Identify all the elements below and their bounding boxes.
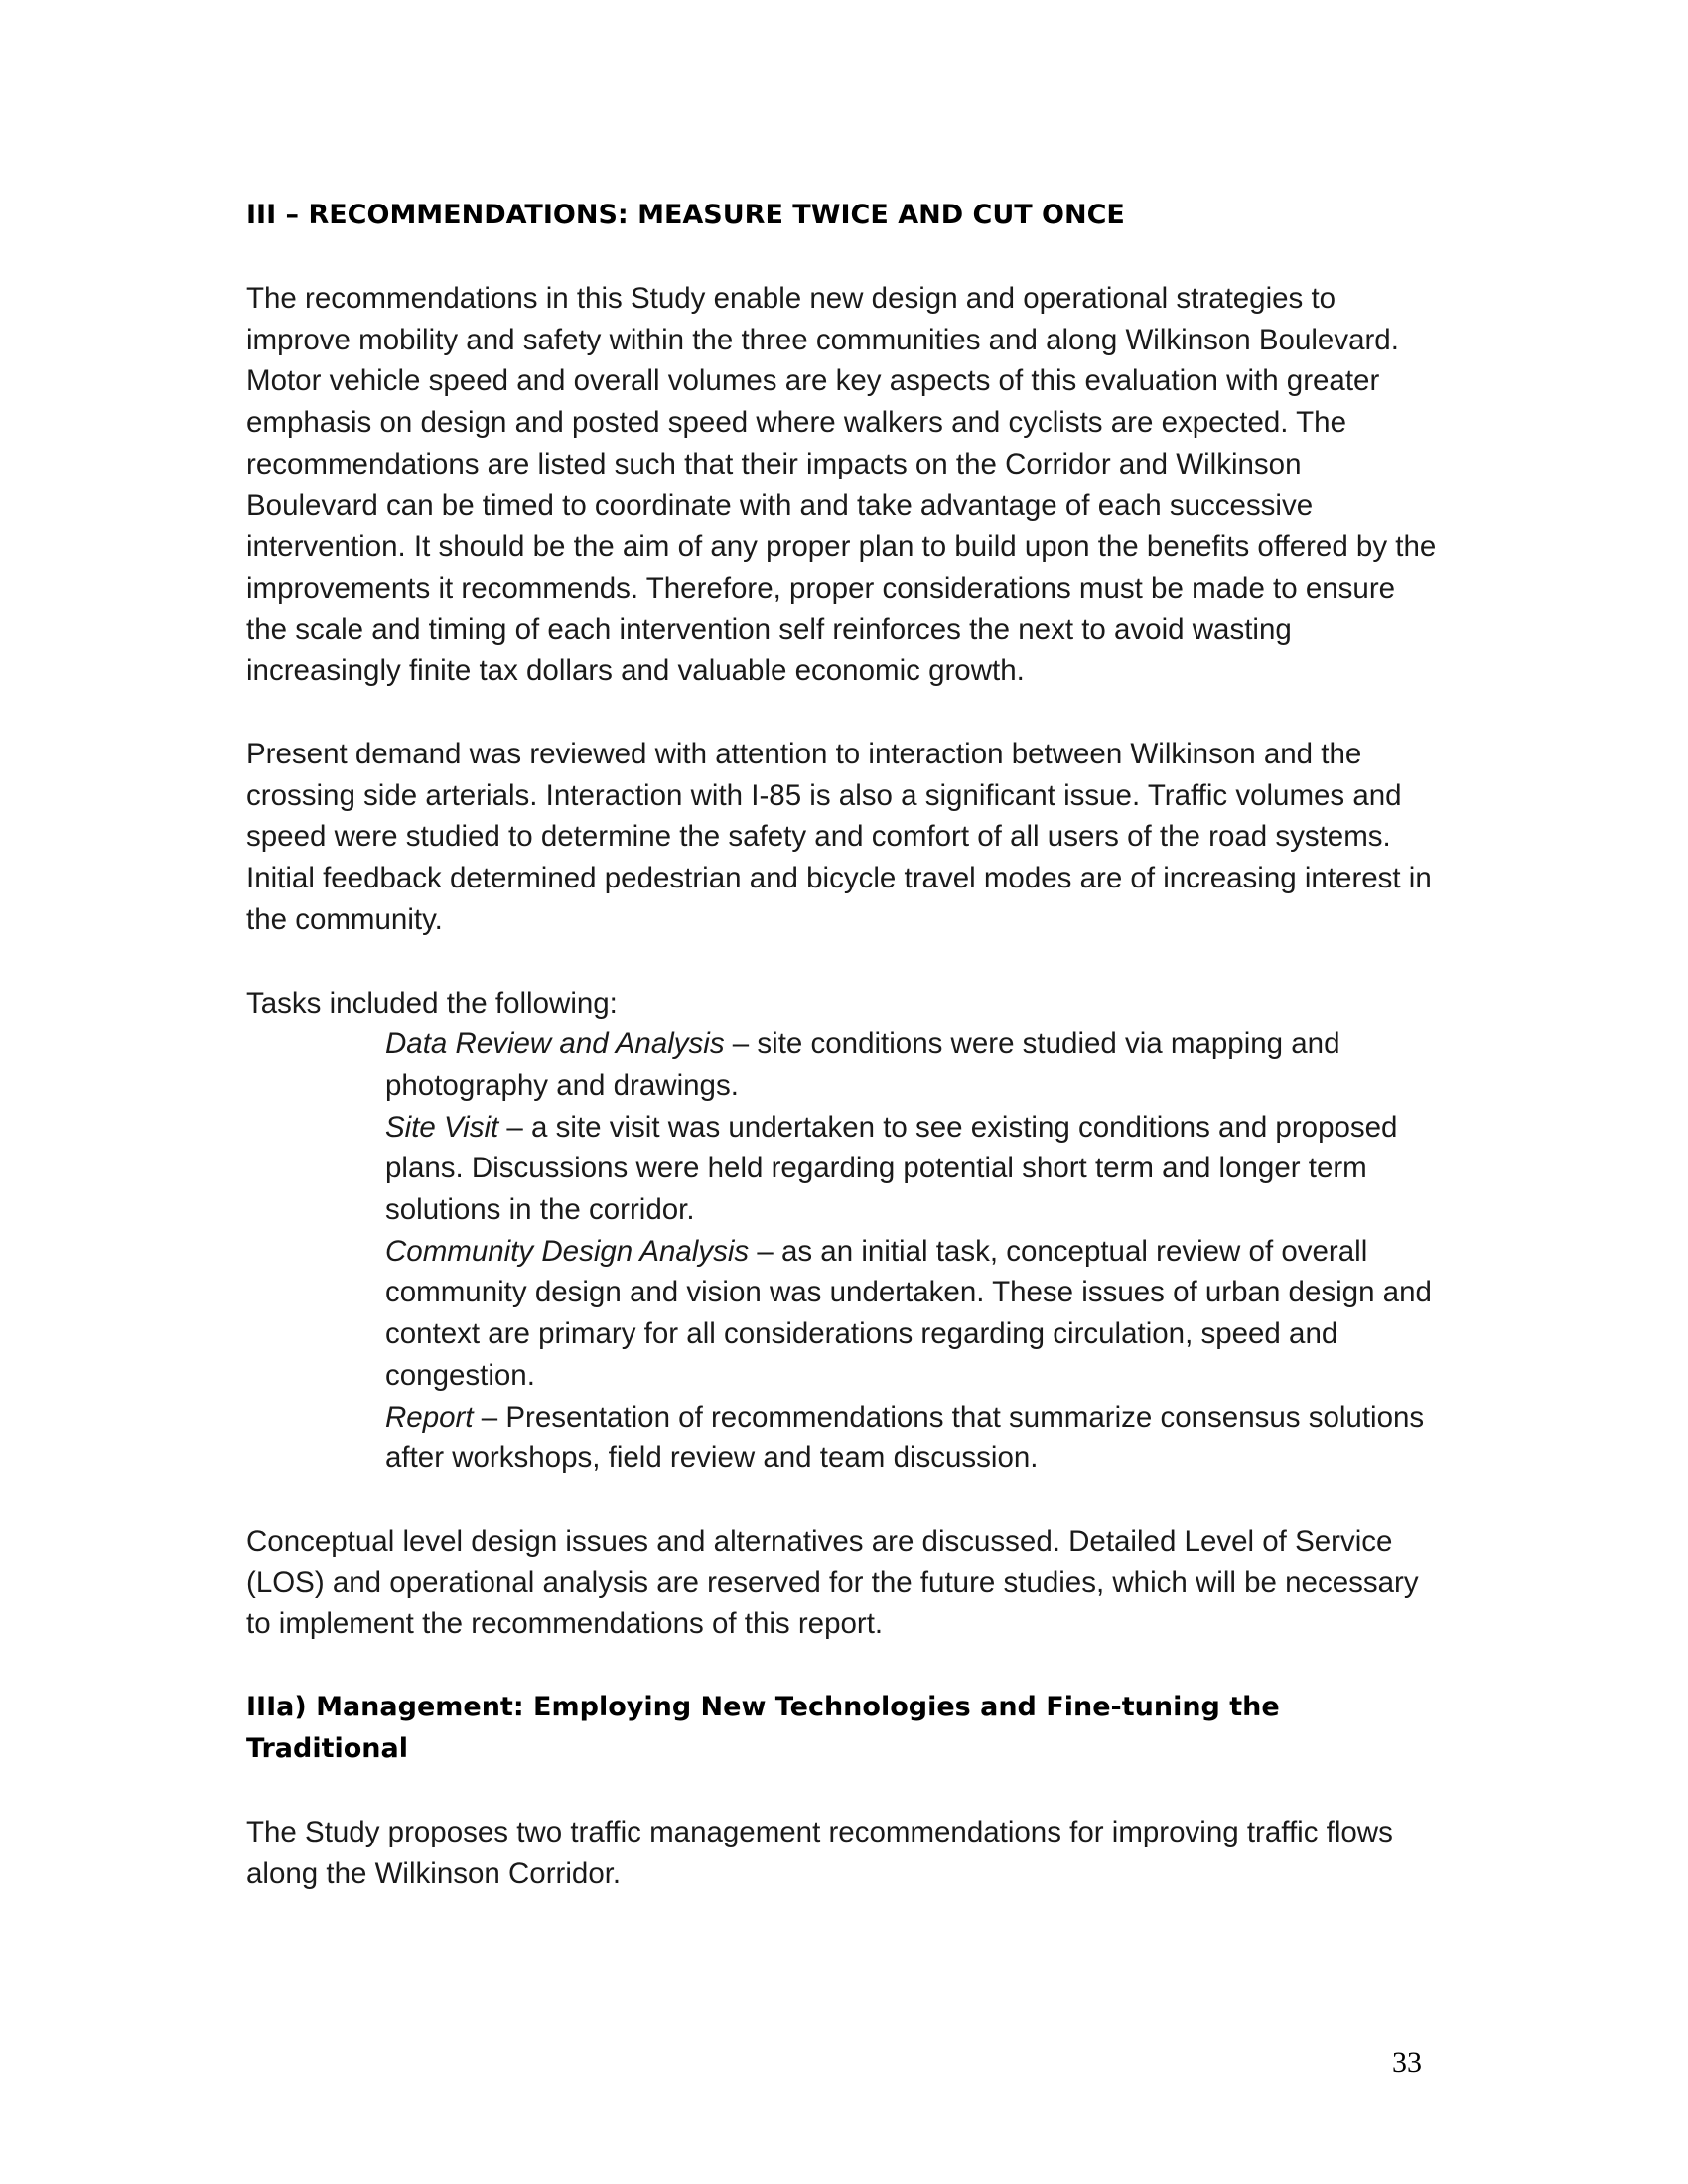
task-description: – Presentation of recommendations that summarize consensus solutions after workshops, field review and team discussion. [385, 1400, 1425, 1475]
demand-paragraph: Present demand was reviewed with attention to interaction between Wilkinson and the crossing side arterials. Interaction with I-85 is also a significant issue. Traffic volumes and speed were studied to determine the safety and comfort of all users of the road systems. Initial feedback determined pedestrian and bicycle travel modes are of increasing interest in the community. [246, 738, 1432, 936]
spacer [246, 1645, 1438, 1687]
task-description: – a site visit was undertaken to see existing conditions and proposed plans. Discussions were held regarding potential short term and longer term solutions in the corridor. [385, 1110, 1398, 1227]
spacer [246, 1770, 1438, 1812]
intro-paragraph: The recommendations in this Study enable new design and operational strategies to improve mobility and safety within the three communities and along Wilkinson Boulevard. Motor vehicle speed and overall volumes are key aspects of this evaluation with greater emphasis on design and posted speed where walkers and cyclists are expected. The recommendations are listed such that their impacts on the Corridor and Wilkinson Boulevard can be timed to coordinate with and take advantage of each successive intervention. It should be the aim of any proper plan to build upon the benefits offered by the improvements it recommends. Therefore, proper considerations must be made to ensure the scale and timing of each intervention self reinforces the next to avoid wasting increasingly finite tax dollars and valuable economic growth. [246, 282, 1437, 688]
task-item [385, 1024, 1438, 1106]
spacer [246, 941, 1438, 983]
subsection-paragraph: The Study proposes two traffic management recommendations for improving traffic flows along the Wilkinson Corridor. [246, 1816, 1393, 1890]
task-item [385, 1397, 1438, 1479]
conclusion-paragraph: Conceptual level design issues and alternatives are discussed. Detailed Level of Service (LOS) and operational analysis are reserved for the future studies, which will be necessary to implement the recommendations of this report. [246, 1524, 1419, 1641]
spacer [246, 236, 1438, 278]
section-heading: III – RECOMMENDATIONS: MEASURE TWICE AND CUT ONCE [246, 200, 1125, 230]
spacer [246, 692, 1438, 734]
task-description: – as an initial task, conceptual review of overall community design and vision was undertaken. These issues of urban design and context are primary for all considerations regarding circulation, speed and congestion. [385, 1234, 1432, 1392]
task-term: Report [385, 1400, 474, 1433]
task-term: Community Design Analysis [385, 1234, 750, 1268]
task-item [385, 1231, 1438, 1397]
document-page [246, 195, 1438, 1895]
subsection-heading: IIIa) Management: Employing New Technologies and Fine-tuning the Traditional [246, 1692, 1280, 1765]
task-item [385, 1107, 1438, 1231]
task-term: Data Review and Analysis [385, 1027, 725, 1061]
task-description: – site conditions were studied via mapping and photography and drawings. [385, 1027, 1340, 1102]
task-term: Site Visit [385, 1110, 499, 1144]
spacer [246, 1479, 1438, 1521]
tasks-intro: Tasks included the following: [246, 986, 618, 1020]
page-number: 33 [1392, 2046, 1422, 2079]
task-list [385, 1024, 1438, 1479]
